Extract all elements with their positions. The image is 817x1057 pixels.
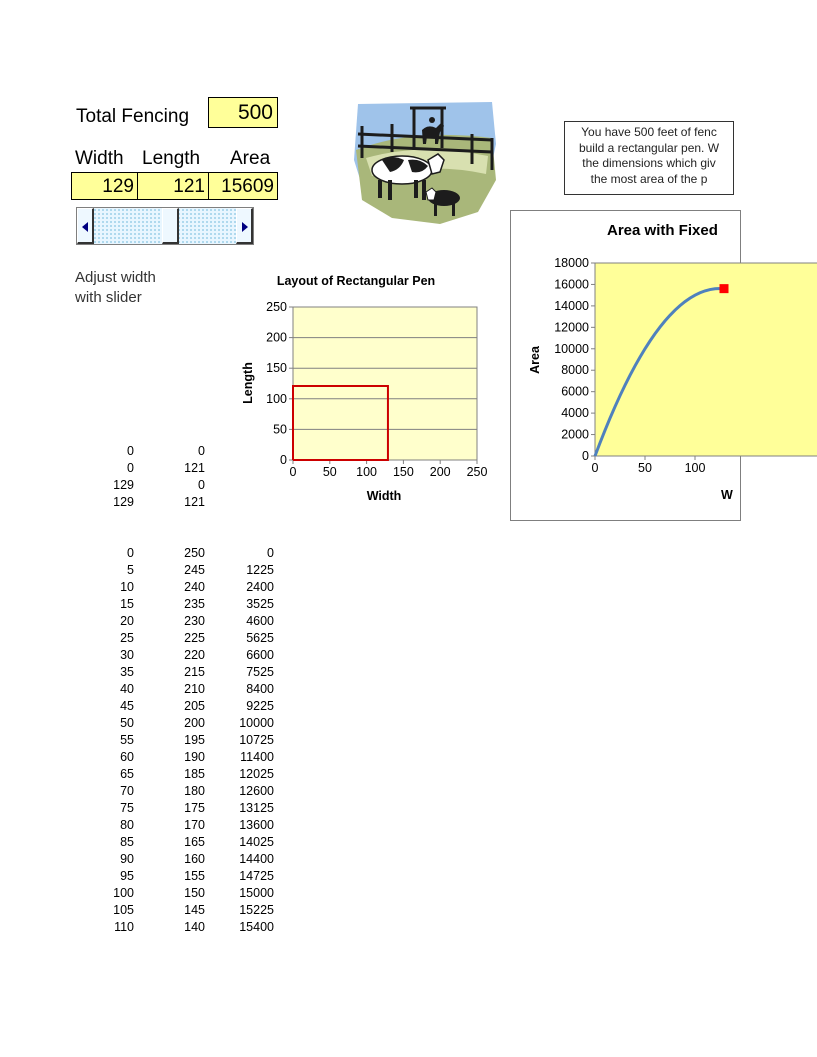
length-cell: 235: [184, 597, 205, 611]
slider-right-button[interactable]: [236, 208, 253, 244]
x-tick-label: 100: [356, 465, 378, 479]
instructions-line: the dimensions which giv: [582, 156, 716, 170]
width-cell: 45: [120, 699, 134, 713]
corner-y-cell: 121: [184, 461, 205, 475]
width-value[interactable]: 129: [71, 172, 138, 200]
area-cell: 13125: [239, 801, 274, 815]
corner-x-column: [90, 443, 134, 511]
instructions-textbox: [564, 121, 734, 195]
width-cell: 35: [120, 665, 134, 679]
area-cell: 15400: [239, 920, 274, 934]
length-cell: 250: [184, 546, 205, 560]
area-cell: 5625: [246, 631, 274, 645]
length-cell: 185: [184, 767, 205, 781]
length-cell: 245: [184, 563, 205, 577]
width-cell: 105: [113, 903, 134, 917]
length-cell: 140: [184, 920, 205, 934]
width-cell: 30: [120, 648, 134, 662]
y-tick-label: 4000: [561, 406, 589, 421]
corner-x-cell: 0: [127, 461, 134, 475]
width-cell: 40: [120, 682, 134, 696]
area-cell: 3525: [246, 597, 274, 611]
area-header: Area: [230, 148, 271, 169]
y-tick-label: 0: [280, 453, 287, 467]
length-cell: 205: [184, 699, 205, 713]
y-tick-label: 100: [266, 391, 287, 406]
width-cell: 15: [120, 597, 134, 611]
corner-y-cell: 0: [198, 444, 205, 458]
y-tick-label: 18000: [554, 256, 589, 270]
corner-y-cell: 0: [198, 478, 205, 492]
area-cell: 12600: [239, 784, 274, 798]
length-cell: 145: [184, 903, 205, 917]
width-cell: 90: [120, 852, 134, 866]
width-cell: 100: [113, 886, 134, 900]
length-column: [160, 545, 205, 936]
width-cell: 110: [114, 920, 134, 934]
area-cell: 1225: [246, 563, 274, 577]
width-column: [90, 545, 134, 936]
farm-clipart-image: [352, 100, 498, 226]
x-tick-label: 0: [591, 461, 599, 475]
width-cell: 5: [127, 563, 134, 577]
area-cell: 14725: [239, 869, 274, 883]
y-tick-label: 12000: [554, 320, 589, 335]
width-cell: 85: [120, 835, 134, 849]
length-cell: 200: [184, 716, 205, 730]
width-cell: 95: [120, 869, 134, 883]
area-cell: 6600: [246, 648, 274, 662]
length-cell: 150: [184, 886, 205, 900]
length-cell: 160: [184, 852, 205, 866]
x-axis-label: Width: [366, 489, 402, 503]
arrow-left-icon: [82, 222, 88, 232]
x-tick-label: 50: [638, 461, 652, 475]
y-tick-label: 0: [582, 449, 589, 463]
y-tick-label: 8000: [561, 363, 589, 378]
instructions-line: the most area of the p: [590, 171, 708, 186]
area-cell: 8400: [246, 682, 274, 696]
y-tick-label: 200: [266, 330, 287, 345]
length-cell: 210: [184, 682, 205, 696]
slider-hint-line2: with slider: [75, 289, 142, 306]
area-cell: 7525: [246, 665, 274, 679]
area-cell: 9225: [246, 699, 274, 713]
width-cell: 50: [120, 716, 134, 730]
length-value[interactable]: 121: [137, 172, 209, 200]
area-cell: 15225: [239, 903, 274, 917]
x-axis-label: W: [721, 488, 733, 502]
slider-thumb[interactable]: [162, 208, 179, 244]
chart-title: Layout of Rectangular Pen: [276, 274, 436, 288]
length-header: Length: [142, 148, 201, 169]
length-cell: 190: [184, 750, 205, 764]
area-cell: 15000: [239, 886, 274, 900]
width-slider[interactable]: [76, 207, 254, 245]
x-tick-label: 250: [466, 465, 488, 479]
width-cell: 20: [120, 614, 134, 628]
y-tick-label: 16000: [554, 277, 589, 292]
width-cell: 75: [120, 801, 134, 815]
arrow-right-icon: [242, 222, 248, 232]
length-cell: 240: [184, 580, 205, 594]
pen-layout-chart: [230, 265, 500, 510]
area-cell: 13600: [239, 818, 274, 832]
slider-hint: [75, 268, 156, 308]
length-cell: 230: [184, 614, 205, 628]
corner-y-column: [160, 443, 205, 511]
length-cell: 215: [184, 665, 205, 679]
corner-x-cell: 0: [127, 444, 134, 458]
corner-x-cell: 129: [113, 495, 134, 509]
area-cell: 10725: [239, 733, 274, 747]
area-cell: 14400: [239, 852, 274, 866]
y-axis-label: Length: [241, 362, 255, 404]
length-cell: 220: [184, 648, 205, 662]
area-cell: 2400: [246, 580, 274, 594]
length-cell: 155: [184, 869, 205, 883]
y-tick-label: 10000: [554, 341, 589, 356]
x-tick-label: 50: [322, 465, 337, 479]
length-cell: 195: [184, 733, 205, 747]
length-cell: 175: [184, 801, 205, 815]
length-cell: 180: [184, 784, 205, 798]
plot-area: [293, 307, 477, 460]
y-tick-label: 2000: [561, 427, 589, 442]
y-tick-label: 150: [266, 361, 287, 376]
area-cell: 12025: [239, 767, 274, 781]
area-cell: 10000: [239, 716, 274, 730]
slider-hint-line1: Adjust width: [75, 269, 156, 286]
y-axis-label: Area: [528, 346, 542, 374]
width-cell: 25: [120, 631, 134, 645]
y-tick-label: 50: [273, 422, 287, 437]
length-cell: 170: [184, 818, 205, 832]
area-cell: 0: [267, 546, 274, 560]
current-point-marker: [720, 284, 729, 293]
corner-y-cell: 121: [184, 495, 205, 509]
width-cell: 60: [120, 750, 134, 764]
slider-left-button[interactable]: [77, 208, 94, 244]
area-cell: 14025: [239, 835, 274, 849]
width-header: Width: [75, 148, 124, 169]
width-cell: 70: [120, 784, 134, 798]
instructions-line: build a rectangular pen. W: [578, 140, 720, 155]
x-tick-label: 200: [429, 465, 451, 479]
width-cell: 55: [120, 733, 134, 747]
area-cell: 4600: [246, 614, 274, 628]
y-tick-label: 14000: [554, 298, 589, 313]
total-fencing-label: Total Fencing: [76, 106, 190, 127]
width-cell: 10: [120, 580, 134, 594]
width-cell: 65: [120, 767, 134, 781]
area-column: [220, 545, 274, 936]
y-tick-label: 250: [266, 300, 287, 314]
y-tick-label: 6000: [561, 384, 589, 399]
total-fencing-input[interactable]: 500: [208, 97, 278, 128]
area-chart: [510, 210, 733, 522]
width-cell: 80: [120, 818, 134, 832]
area-cell: 11400: [240, 750, 274, 764]
area-value[interactable]: 15609: [208, 172, 278, 200]
x-tick-label: 150: [392, 465, 414, 479]
corner-x-cell: 129: [113, 478, 134, 492]
length-cell: 165: [184, 835, 205, 849]
x-tick-label: 0: [289, 465, 297, 479]
x-tick-label: 100: [684, 461, 706, 475]
chart-title: Area with Fixed: [607, 222, 718, 239]
instructions-line: You have 500 feet of fenc: [581, 125, 717, 139]
width-cell: 0: [127, 546, 134, 560]
length-cell: 225: [184, 631, 205, 645]
